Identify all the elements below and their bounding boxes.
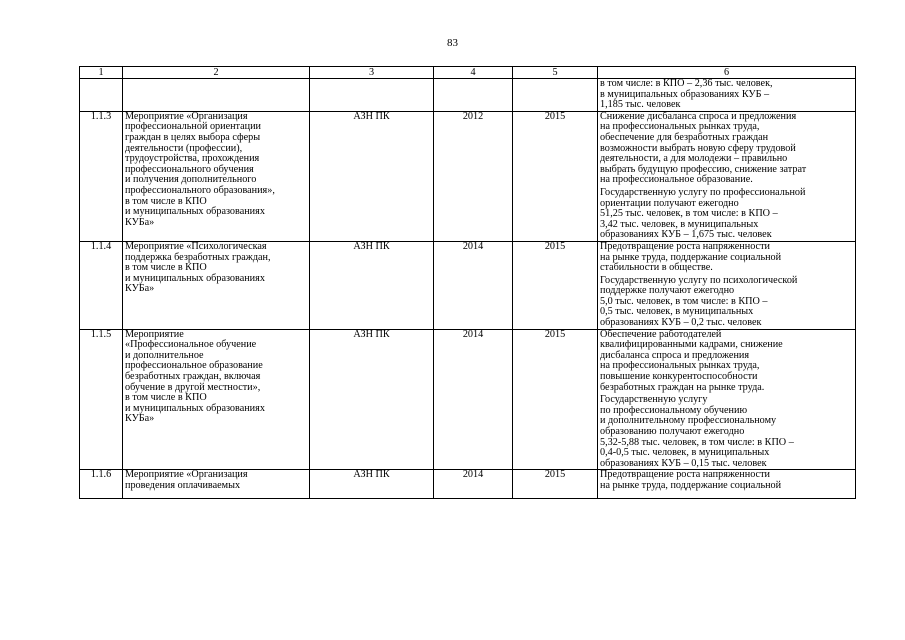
executor-cell bbox=[310, 79, 434, 112]
end-year-cell bbox=[513, 111, 598, 241]
executor: АЗН ПК bbox=[353, 470, 390, 481]
measure-name-line: обучение в другой местности», bbox=[125, 381, 261, 393]
result-line: 0,4-0,5 тыс. человек, в муниципальных bbox=[600, 447, 770, 459]
result-line: стабильности в обществе. bbox=[600, 262, 713, 274]
result-cell bbox=[598, 79, 856, 112]
column-number: 3 bbox=[310, 67, 434, 79]
start-year-cell bbox=[434, 470, 513, 499]
result-line: по профессиональному обучению bbox=[600, 404, 748, 416]
table-row bbox=[80, 111, 856, 241]
measure-name-line: и муниципальных образованиях bbox=[125, 402, 265, 414]
result-line: 0,5 тыс. человек, в муниципальных bbox=[600, 306, 754, 318]
table-body bbox=[80, 67, 856, 499]
result-line: выбрать будущую профессию, снижение затрат bbox=[600, 163, 807, 175]
table-row bbox=[80, 79, 856, 112]
start-year-cell bbox=[434, 329, 513, 470]
result-line: образованиях КУБ – 0,15 тыс. человек bbox=[600, 457, 767, 469]
result-line: на рынке труда, поддержание социальной bbox=[600, 479, 782, 491]
start-year: 2014 bbox=[462, 240, 484, 252]
result-line: 5,32-5,88 тыс. человек, в том числе: в КПО – bbox=[600, 436, 794, 448]
measure-name-cell bbox=[123, 470, 310, 499]
measure-name-line: и муниципальных образованиях bbox=[125, 206, 265, 218]
result-cell bbox=[598, 470, 856, 499]
row-number-cell bbox=[80, 111, 123, 241]
result-line: на рынке труда, поддержание социальной bbox=[600, 251, 782, 263]
measure-name-line: Мероприятие «Психологическая bbox=[125, 240, 267, 252]
measure-name-cell bbox=[123, 79, 310, 112]
end-year-cell bbox=[513, 329, 598, 470]
measure-name-line: трудоустройства, прохождения bbox=[125, 153, 260, 165]
start-year: 2012 bbox=[462, 110, 484, 122]
end-year-cell bbox=[513, 79, 598, 112]
measure-name-line: в том числе в КПО bbox=[125, 392, 207, 404]
result-line: на профессиональных рынках труда, bbox=[600, 121, 760, 133]
column-number: 1 bbox=[80, 67, 123, 79]
result-line: безработных граждан на рынке труда. bbox=[600, 381, 765, 393]
result-line: образованию получают ежегодно bbox=[600, 426, 745, 437]
measure-name-line: «Профессиональное обучение bbox=[125, 339, 257, 351]
executor-cell bbox=[310, 111, 434, 241]
result-line: на профессиональных рынках труда, bbox=[600, 360, 760, 372]
start-year: 2014 bbox=[462, 470, 484, 481]
result-line: в том числе: в КПО – 2,36 тыс. человек, bbox=[600, 78, 773, 89]
end-year-cell bbox=[513, 470, 598, 499]
result-line: в муниципальных образованиях КУБ – bbox=[600, 88, 770, 100]
measure-name-line: в том числе в КПО bbox=[125, 195, 207, 207]
result-cell bbox=[598, 329, 856, 470]
start-year: 2014 bbox=[462, 328, 484, 340]
measure-name-line: деятельности (профессии), bbox=[125, 142, 243, 154]
executor: АЗН ПК bbox=[353, 328, 390, 340]
measure-name-line: КУБа» bbox=[125, 413, 155, 425]
result-line: Предотвращение роста напряженности bbox=[600, 240, 770, 252]
result-line: Предотвращение роста напряженности bbox=[600, 470, 770, 481]
end-year: 2015 bbox=[544, 110, 566, 122]
result-line: и дополнительному профессиональному bbox=[600, 415, 777, 427]
table-row bbox=[80, 241, 856, 329]
row-number: 1.1.6 bbox=[90, 470, 112, 481]
result-line: на профессиональное образование. bbox=[600, 174, 753, 186]
result-line: образованиях КУБ – 1,675 тыс. человек bbox=[600, 229, 772, 241]
executor: АЗН ПК bbox=[353, 240, 390, 252]
executor: АЗН ПК bbox=[353, 110, 390, 122]
result-line: квалифицированными кадрами, снижение bbox=[600, 339, 783, 351]
measure-name-cell bbox=[123, 111, 310, 241]
result-line: 5,0 тыс. человек, в том числе: в КПО – bbox=[600, 295, 768, 307]
measure-name-line: профессионального обучения bbox=[125, 163, 254, 175]
start-year-cell bbox=[434, 79, 513, 112]
table-row bbox=[80, 329, 856, 470]
measure-name-line: и дополнительное bbox=[125, 349, 204, 361]
row-number: 1.1.3 bbox=[90, 110, 112, 122]
measure-name-line: профессиональной ориентации bbox=[125, 121, 262, 133]
result-line: поддержке получают ежегодно bbox=[600, 285, 735, 297]
result-line: Государственную услугу по профессиональной bbox=[600, 186, 806, 198]
measure-name-line: профессиональное образование bbox=[125, 360, 263, 372]
executor-cell bbox=[310, 241, 434, 329]
result-cell bbox=[598, 111, 856, 241]
result-line: 1,185 тыс. человек bbox=[600, 99, 681, 111]
start-year-cell bbox=[434, 111, 513, 241]
row-number-cell bbox=[80, 241, 123, 329]
table-row bbox=[80, 470, 856, 499]
column-number: 6 bbox=[598, 67, 856, 79]
result-line: обеспечение для безработных граждан bbox=[600, 131, 769, 143]
result-line: 51,25 тыс. человек, в том числе: в КПО – bbox=[600, 208, 778, 220]
result-line: дисбаланса спроса и предложения bbox=[600, 349, 750, 361]
measure-name-line: и муниципальных образованиях bbox=[125, 272, 265, 284]
measure-name-line: Мероприятие «Организация bbox=[125, 470, 248, 481]
measure-name-line: проведения оплачиваемых bbox=[125, 479, 241, 491]
result-cell bbox=[598, 241, 856, 329]
result-line: Государственную услугу по психологической bbox=[600, 274, 798, 286]
row-number-cell bbox=[80, 470, 123, 499]
executor-cell bbox=[310, 470, 434, 499]
measures-table bbox=[79, 66, 856, 499]
measure-name-line: КУБа» bbox=[125, 216, 155, 228]
row-number: 1.1.5 bbox=[90, 328, 112, 340]
measure-name-line: профессионального образования», bbox=[125, 184, 275, 196]
result-line: повышение конкурентоспособности bbox=[600, 371, 758, 383]
column-number: 4 bbox=[434, 67, 513, 79]
page-number: 83 bbox=[447, 37, 458, 49]
measure-name-cell bbox=[123, 329, 310, 470]
column-number: 5 bbox=[513, 67, 598, 79]
end-year: 2015 bbox=[544, 328, 566, 340]
executor-cell bbox=[310, 329, 434, 470]
measure-name-line: КУБа» bbox=[125, 283, 155, 295]
column-number-row bbox=[80, 67, 856, 79]
measure-name-cell bbox=[123, 241, 310, 329]
start-year-cell bbox=[434, 241, 513, 329]
end-year-cell bbox=[513, 241, 598, 329]
result-line: Обеспечение работодателей bbox=[600, 328, 722, 340]
result-line: Государственную услугу bbox=[600, 394, 708, 406]
measure-name-line: Мероприятие bbox=[125, 328, 184, 340]
measure-name-line: безработных граждан, включая bbox=[125, 371, 261, 383]
result-line: 3,42 тыс. человек, в муниципальных bbox=[600, 218, 759, 230]
result-line: Снижение дисбаланса спроса и предложения bbox=[600, 110, 797, 122]
column-number: 2 bbox=[123, 67, 310, 79]
result-line: деятельности, а для молодежи – правильно bbox=[600, 153, 788, 165]
measure-name-line: граждан в целях выбора сферы bbox=[125, 131, 261, 143]
measure-name-line: поддержка безработных граждан, bbox=[125, 251, 271, 263]
row-number-cell bbox=[80, 329, 123, 470]
measure-name-line: и получения дополнительного bbox=[125, 174, 257, 186]
measure-name-line: в том числе в КПО bbox=[125, 262, 207, 274]
measure-name-line: Мероприятие «Организация bbox=[125, 110, 248, 122]
end-year: 2015 bbox=[544, 240, 566, 252]
result-line: ориентации получают ежегодно bbox=[600, 197, 739, 209]
result-line: возможности выбрать новую сферу трудовой bbox=[600, 142, 796, 154]
row-number-cell bbox=[80, 79, 123, 112]
end-year: 2015 bbox=[544, 470, 566, 481]
row-number: 1.1.4 bbox=[90, 240, 112, 252]
result-line: образованиях КУБ – 0,2 тыс. человек bbox=[600, 317, 762, 329]
